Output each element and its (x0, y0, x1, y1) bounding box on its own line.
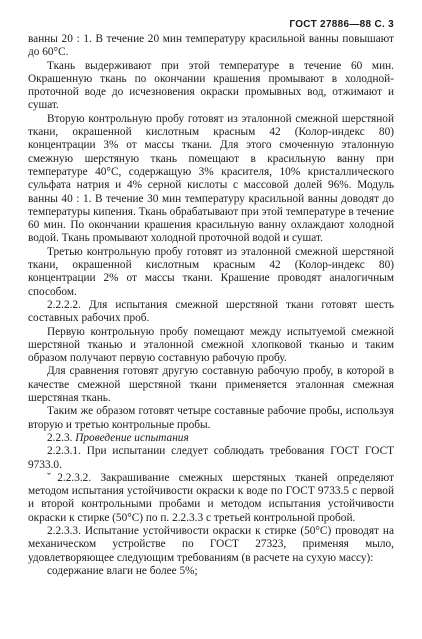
paragraph: 2.2.2.2. Для испытания смежной шерстяной ткани готовят шесть составных рабочих проб. (28, 298, 394, 325)
paragraph: Вторую контрольную пробу готовят из эталонной смежной шерстяной ткани, окрашенной кислотным красным 42 (Колор-индекс 80) концентрации 3% от массы ткани. Для этого смоченную эталонную смежную шерстяную ткань помещают в красильную ванну при температуре 40°С, содержащую 3% красителя, 10% кристаллического сульфата натрия и 4% серной кислоты с массовой долей 96%. Модуль ванны 40 : 1. В течение 30 мин температуру красильной ванны доводят до температуры кипения. Ткань обрабатывают при этой температуре в течение 60 мин. По окончании крашения красильную ванну охлаждают холодной водой. Ткань промывают холодной проточной водой и сушат. (28, 112, 394, 245)
document-body (28, 33, 394, 578)
paragraph: Таким же образом готовят четыре составные рабочие пробы, используя вторую и третью контрольные пробы. (28, 405, 394, 431)
paragraph: ванны 20 : 1. В течение 20 мин температуру красильной ванны повышают до 60°С. (28, 33, 394, 59)
section-heading (28, 432, 394, 445)
section-title: Проведение испытания (75, 431, 189, 444)
paragraph: Третью контрольную пробу готовят из эталонной смежной шерстяной ткани, окрашенной кислотным красным 42 (Колор-индекс 80) концентрации 2% от массы ткани. Крашение проводят аналогичным способом. (28, 245, 394, 298)
paragraph: Первую контрольную пробу помещают между испытуемой смежной шерстяной тканью и эталонной смежной хлопковой тканью и таким образом получают первую составную рабочую пробу. (28, 325, 394, 365)
section-number: 2.2.3. (47, 431, 73, 444)
paragraph: 2.2.3.1. При испытании следует соблюдать требования ГОСТ ГОСТ 9733.0. (28, 445, 394, 471)
paragraph: ˇ2.2.3.2. Закрашивание смежных шерстяных тканей определяют методом испытания устойчивости окраски к воде по ГОСТ 9733.5 с первой и второй контрольными пробами и методом испытания устойчивости окраски к стирке (50°С) по п. 2.2.3.3 с третьей контрольной пробой. (28, 471, 394, 524)
paragraph: содержание влаги не более 5%; (47, 564, 198, 577)
paragraph: Ткань выдерживают при этой температуре в течение 60 мин. Окрашенную ткань по окончании крашения промывают в холодной-проточной воде до исчезновения окраски промывных вод, отжимают и сушат. (28, 59, 394, 112)
page-header: ГОСТ 27886—88 С. 3 (289, 19, 394, 30)
paragraph: Для сравнения готовят другую составную рабочую пробу, в которой в качестве смежной шерстяной ткани применяется эталонная смежная шерстяная ткань. (28, 365, 394, 405)
paragraph: 2.2.3.3. Испытание устойчивости окраски к стирке (50°С) проводят на механическом устройстве по ГОСТ 27323, применяя мыло, удовлетворяющее следующим требованиям (в расчете на сухую массу): (28, 524, 394, 564)
